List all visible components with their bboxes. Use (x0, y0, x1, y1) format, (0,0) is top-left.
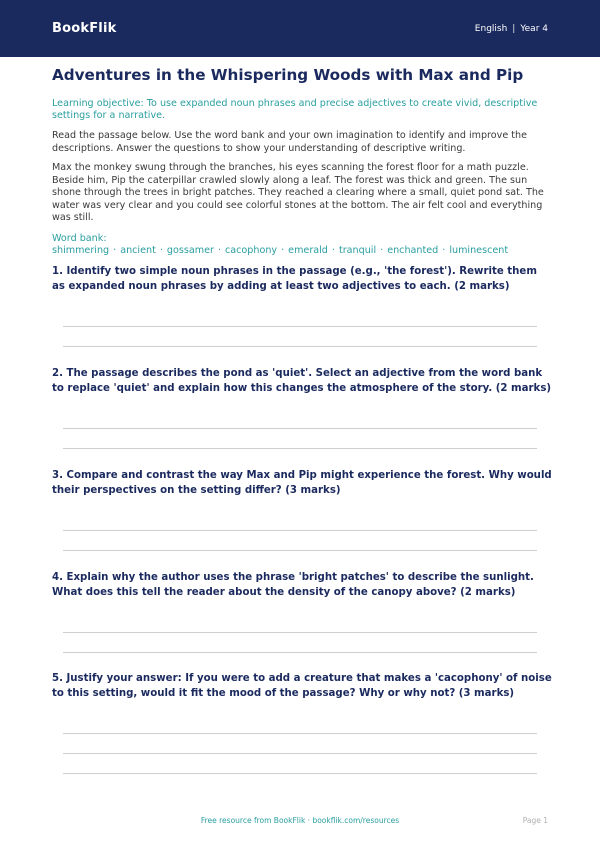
footer-credit: Free resource from BookFlik · bookflik.com/resources (200, 816, 400, 825)
word-bank-word: emerald (288, 244, 328, 256)
reading-passage: Max the monkey swung through the branches, his eyes scanning the forest floor for a math puzzle. Beside him, Pip the caterpillar crawled slowly along a leaf. The forest was thick and green. The sun shone through the trees in bright patches. They reached a clearing where a small, quiet pond sat. The water was very clear and you could see colorful stones at the bottom. The air felt cool and everything was still. (52, 162, 544, 223)
question-3: 3. Compare and contrast the way Max and Pip might experience the forest. Why would their perspectives on the setting differ? (3 marks) (52, 470, 552, 496)
word-bank-separator: · (331, 244, 335, 256)
answer-line[interactable] (63, 448, 537, 449)
word-bank-separator: · (217, 244, 221, 256)
question-4: 4. Explain why the author uses the phrase 'bright patches' to describe the sunlight. What does this tell the reader about the density of the canopy above? (2 marks) (52, 572, 534, 598)
word-bank-word: cacophony (225, 244, 278, 256)
answer-line[interactable] (63, 753, 537, 754)
answer-line[interactable] (63, 326, 537, 327)
question-5: 5. Justify your answer: If you were to add a creature that makes a 'cacophony' of noise to this setting, would it fit the mood of the passage? Why or why not? (3 marks) (52, 673, 552, 699)
meta-separator: | (512, 23, 516, 34)
worksheet-content (52, 65, 548, 257)
answer-line[interactable] (63, 550, 537, 551)
answer-line[interactable] (63, 632, 537, 633)
page-number: Page 1 (522, 816, 548, 825)
word-bank-separator: · (113, 244, 117, 256)
page-header (0, 0, 600, 57)
word-bank-word: ancient (120, 244, 156, 256)
word-bank-label: Word bank: (52, 232, 107, 244)
word-bank (52, 233, 548, 257)
word-bank-separator: · (380, 244, 384, 256)
learning-objective: Learning objective: To use expanded noun phrases and precise adjectives to create vivid, descriptive settings for a narrative. (52, 98, 538, 121)
answer-line[interactable] (63, 773, 537, 774)
word-bank-word: tranquil (338, 244, 377, 256)
answer-line[interactable] (63, 733, 537, 734)
word-bank-separator: · (159, 244, 163, 256)
question-2: 2. The passage describes the pond as 'quiet'. Select an adjective from the word bank to replace 'quiet' and explain how this changes the atmosphere of the story. (2 marks) (52, 368, 552, 394)
word-bank-word: luminescent (449, 244, 509, 256)
word-bank-separator: · (442, 244, 446, 256)
word-bank-word: shimmering (52, 244, 110, 256)
instructions: Read the passage below. Use the word bank and your own imagination to identify and improve the descriptions. Answer the questions to show your understanding of descriptive writing. (52, 130, 528, 154)
year-label: Year 4 (520, 23, 548, 34)
header-meta (475, 24, 548, 34)
word-bank-separator: · (281, 244, 285, 256)
brand-logo: BookFlik (52, 21, 117, 36)
word-bank-words (52, 245, 508, 256)
worksheet-title: Adventures in the Whispering Woods with Max and Pip (52, 66, 524, 84)
answer-line[interactable] (63, 530, 537, 531)
answer-line[interactable] (63, 346, 537, 347)
question-1: 1. Identify two simple noun phrases in the passage (e.g., 'the forest'). Rewrite them as expanded noun phrases by adding at least two adjectives to each. (2 marks) (52, 266, 537, 292)
answer-line[interactable] (63, 428, 537, 429)
subject-label: English (474, 23, 508, 34)
answer-line[interactable] (63, 652, 537, 653)
word-bank-word: enchanted (387, 244, 439, 256)
word-bank-word: gossamer (166, 244, 214, 256)
